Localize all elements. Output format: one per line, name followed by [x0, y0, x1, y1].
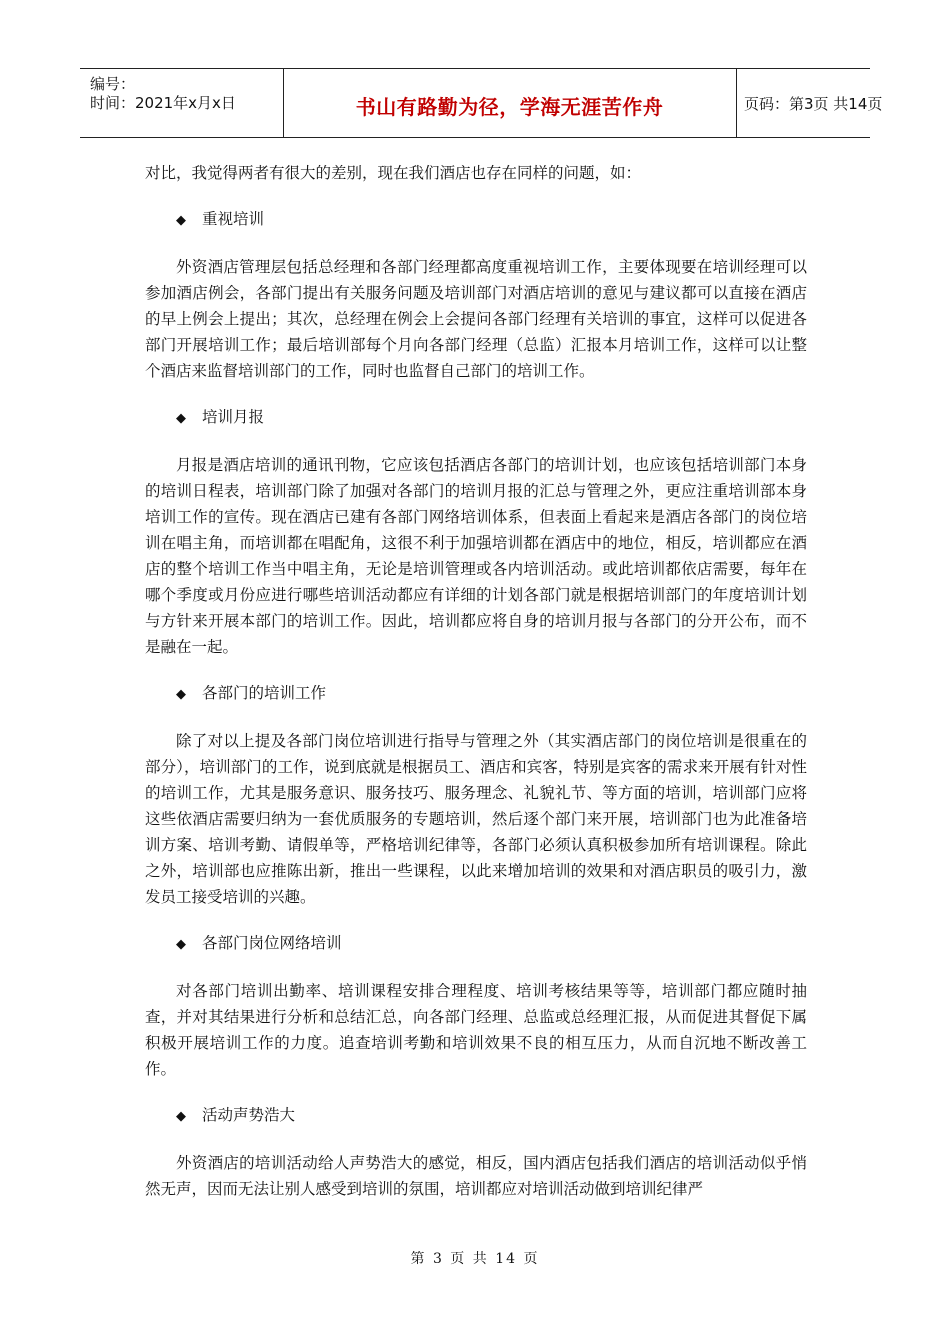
page-header	[80, 68, 883, 138]
header-right-cell	[736, 69, 883, 137]
diamond-bullet-icon: ◆	[176, 1109, 186, 1124]
document-body	[145, 160, 807, 1202]
section-title: 培训月报	[202, 408, 265, 426]
header-left-cell	[80, 69, 284, 137]
page-footer: 第 3 页 共 14 页	[410, 1251, 540, 1267]
section-heading	[145, 206, 807, 234]
diamond-bullet-icon: ◆	[176, 687, 186, 702]
diamond-bullet-icon: ◆	[176, 213, 186, 228]
section-heading	[145, 680, 807, 708]
section-title: 各部门的培训工作	[202, 684, 327, 702]
section-paragraph: 月报是酒店培训的通讯刊物，它应该包括酒店各部门的培训计划，也应该包括培训部门本身的培训日程表，培训部门除了加强对各部门的培训月报的汇总与管理之外，更应注重培训部本身培训工作的宣传。现在酒店已建有各部门网络培训体系，但表面上看起来是酒店各部门的岗位培训在唱主角，而培训都在唱配角，这很不利于加强培训都在酒店中的地位，相反，培训都应在酒店的整个培训工作当中唱主角，无论是培训管理或各内培训活动。或此培训都依店需要，每年在哪个季度或月份应进行哪些培训活动都应有详细的计划各部门就是根据培训部门的年度培训计划与方针来开展本部门的培训工作。因此，培训都应将自身的培训月报与各部门的分开公布，而不是融在一起。	[145, 456, 807, 656]
section-heading	[145, 404, 807, 432]
section-paragraph: 外资酒店管理层包括总经理和各部门经理都高度重视培训工作，主要体现要在培训经理可以参加酒店例会，各部门提出有关服务问题及培训部门对酒店培训的意见与建议都可以直接在酒店的早上例会上提出；其次，总经理在例会上会提问各部门经理有关培训的事宜，这样可以促进各部门开展培训工作；最后培训部每个月向各部门经理（总监）汇报本月培训工作，这样可以让整个酒店来监督培训部门的工作，同时也监督自己部门的培训工作。	[145, 258, 807, 380]
section-heading	[145, 1102, 807, 1130]
diamond-bullet-icon: ◆	[176, 411, 186, 426]
section-title: 重视培训	[202, 210, 265, 228]
document-time-label: 时间：2021年x月x日	[90, 94, 236, 112]
section-heading	[145, 930, 807, 958]
diamond-bullet-icon: ◆	[176, 937, 186, 952]
section-paragraph: 对各部门培训出勤率、培训课程安排合理程度、培训考核结果等等，培训部门都应随时抽查，并对其结果进行分析和总结汇总，向各部门经理、总监或总经理汇报，从而促进其督促下属积极开展培训工作的力度。追查培训考勤和培训效果不良的相互压力，从而自沉地不断改善工作。	[145, 982, 807, 1078]
header-motto: 书山有路勤为径，学海无涯苦作舟	[355, 95, 664, 119]
section-paragraph: 外资酒店的培训活动给人声势浩大的感觉，相反，国内酒店包括我们酒店的培训活动似乎悄然无声，因而无法让别人感受到培训的氛围，培训都应对培训活动做到培训纪律严	[145, 1154, 807, 1198]
section-title: 活动声势浩大	[202, 1106, 296, 1124]
header-middle-cell	[283, 69, 737, 137]
section-paragraph: 除了对以上提及各部门岗位培训进行指导与管理之外（其实酒店部门的岗位培训是很重在的部分），培训部门的工作，说到底就是根据员工、酒店和宾客，特别是宾客的需求来开展有针对性的培训工作，尤其是服务意识、服务技巧、服务理念、礼貌礼节、等方面的培训，培训部门应将这些依酒店需要归纳为一套优质服务的专题培训，然后逐个部门来开展，培训部门也为此准备培训方案、培训考勤、请假单等，严格培训纪律等，各部门必须认真积极参加所有培训课程。除此之外，培训部也应推陈出新，推出一些课程，以此来增加培训的效果和对酒店职员的吸引力，激发员工接受培训的兴趣。	[145, 732, 807, 906]
header-page-number: 页码：第3页 共14页	[744, 95, 883, 113]
document-code-label: 编号：	[90, 75, 136, 93]
section-title: 各部门岗位网络培训	[202, 934, 342, 952]
intro-paragraph: 对比，我觉得两者有很大的差别，现在我们酒店也存在同样的问题，如：	[145, 164, 642, 182]
